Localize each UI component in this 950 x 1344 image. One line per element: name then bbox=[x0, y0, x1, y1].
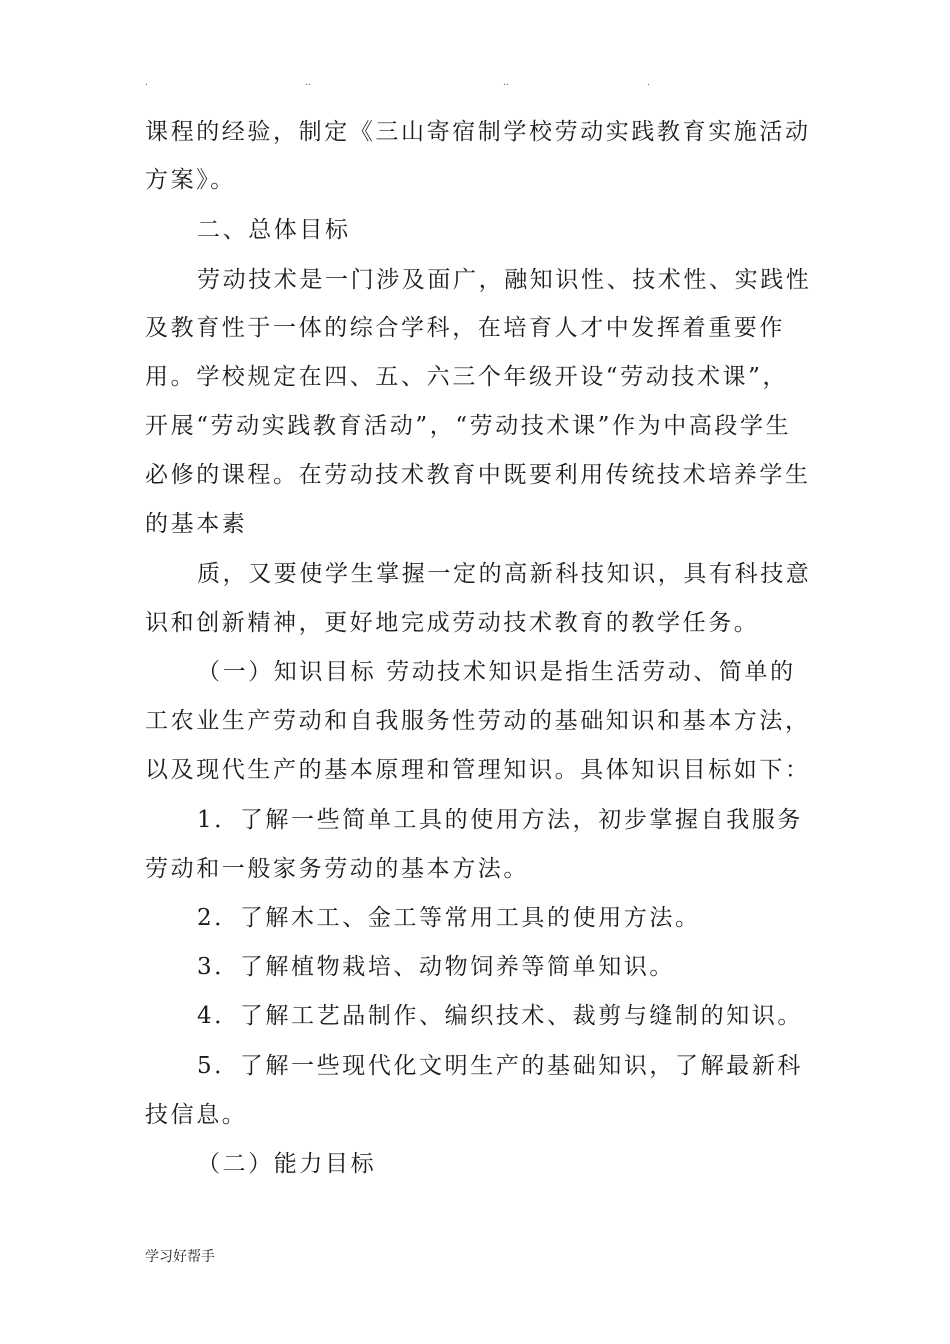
header-mark: . bbox=[145, 78, 148, 88]
list-item: 3．了解植物栽培、动物饲养等简单知识。 bbox=[197, 954, 676, 980]
text-line: 的基本素 bbox=[145, 511, 248, 537]
subsection-heading: （一）知识目标 劳动技术知识是指生活劳动、简单的 bbox=[197, 659, 796, 685]
header-mark: .. bbox=[503, 78, 509, 88]
text-line: 必修的课程。在劳动技术教育中既要利用传统技术培养学生 bbox=[145, 462, 811, 488]
text-line: 劳动技术是一门涉及面广，融知识性、技术性、实践性 bbox=[197, 267, 812, 293]
list-item: 4．了解工艺品制作、编织技术、裁剪与缝制的知识。 bbox=[197, 1003, 804, 1029]
text-line: 质，又要使学生掌握一定的高新科技知识，具有科技意 bbox=[197, 561, 812, 587]
list-item: 1．了解一些简单工具的使用方法，初步掌握自我服务 bbox=[197, 807, 804, 833]
text-line: 及教育性于一体的综合学科，在培育人才中发挥着重要作 bbox=[145, 315, 785, 341]
text-line: 课程的经验，制定《三山寄宿制学校劳动实践教育实施活动 bbox=[145, 119, 811, 145]
header-marks bbox=[0, 78, 950, 88]
text-line: 以及现代生产的基本原理和管理知识。具体知识目标如下： bbox=[145, 757, 811, 783]
header-mark: .. bbox=[305, 78, 311, 88]
list-item: 2．了解木工、金工等常用工具的使用方法。 bbox=[197, 905, 701, 931]
text-line: 劳动和一般家务劳动的基本方法。 bbox=[145, 856, 529, 882]
list-item: 5．了解一些现代化文明生产的基础知识，了解最新科 bbox=[197, 1053, 804, 1079]
header-mark: . bbox=[647, 78, 650, 88]
text-line: 用。学校规定在四、五、六三个年级开设“劳动技术课”， bbox=[145, 364, 789, 390]
text-line: 识和创新精神，更好地完成劳动技术教育的教学任务。 bbox=[145, 610, 760, 636]
text-line: 技信息。 bbox=[145, 1102, 248, 1128]
page-footer: 学习好帮手 bbox=[145, 1249, 215, 1265]
text-line: 方案》。 bbox=[145, 167, 236, 193]
section-heading: 二、总体目标 bbox=[197, 217, 351, 243]
subsection-heading: （二）能力目标 bbox=[197, 1151, 377, 1177]
text-line: 工农业生产劳动和自我服务性劳动的基础知识和基本方法， bbox=[145, 708, 811, 734]
text-line: 开展“劳动实践教育活动”，“劳动技术课”作为中高段学生 bbox=[145, 413, 792, 439]
